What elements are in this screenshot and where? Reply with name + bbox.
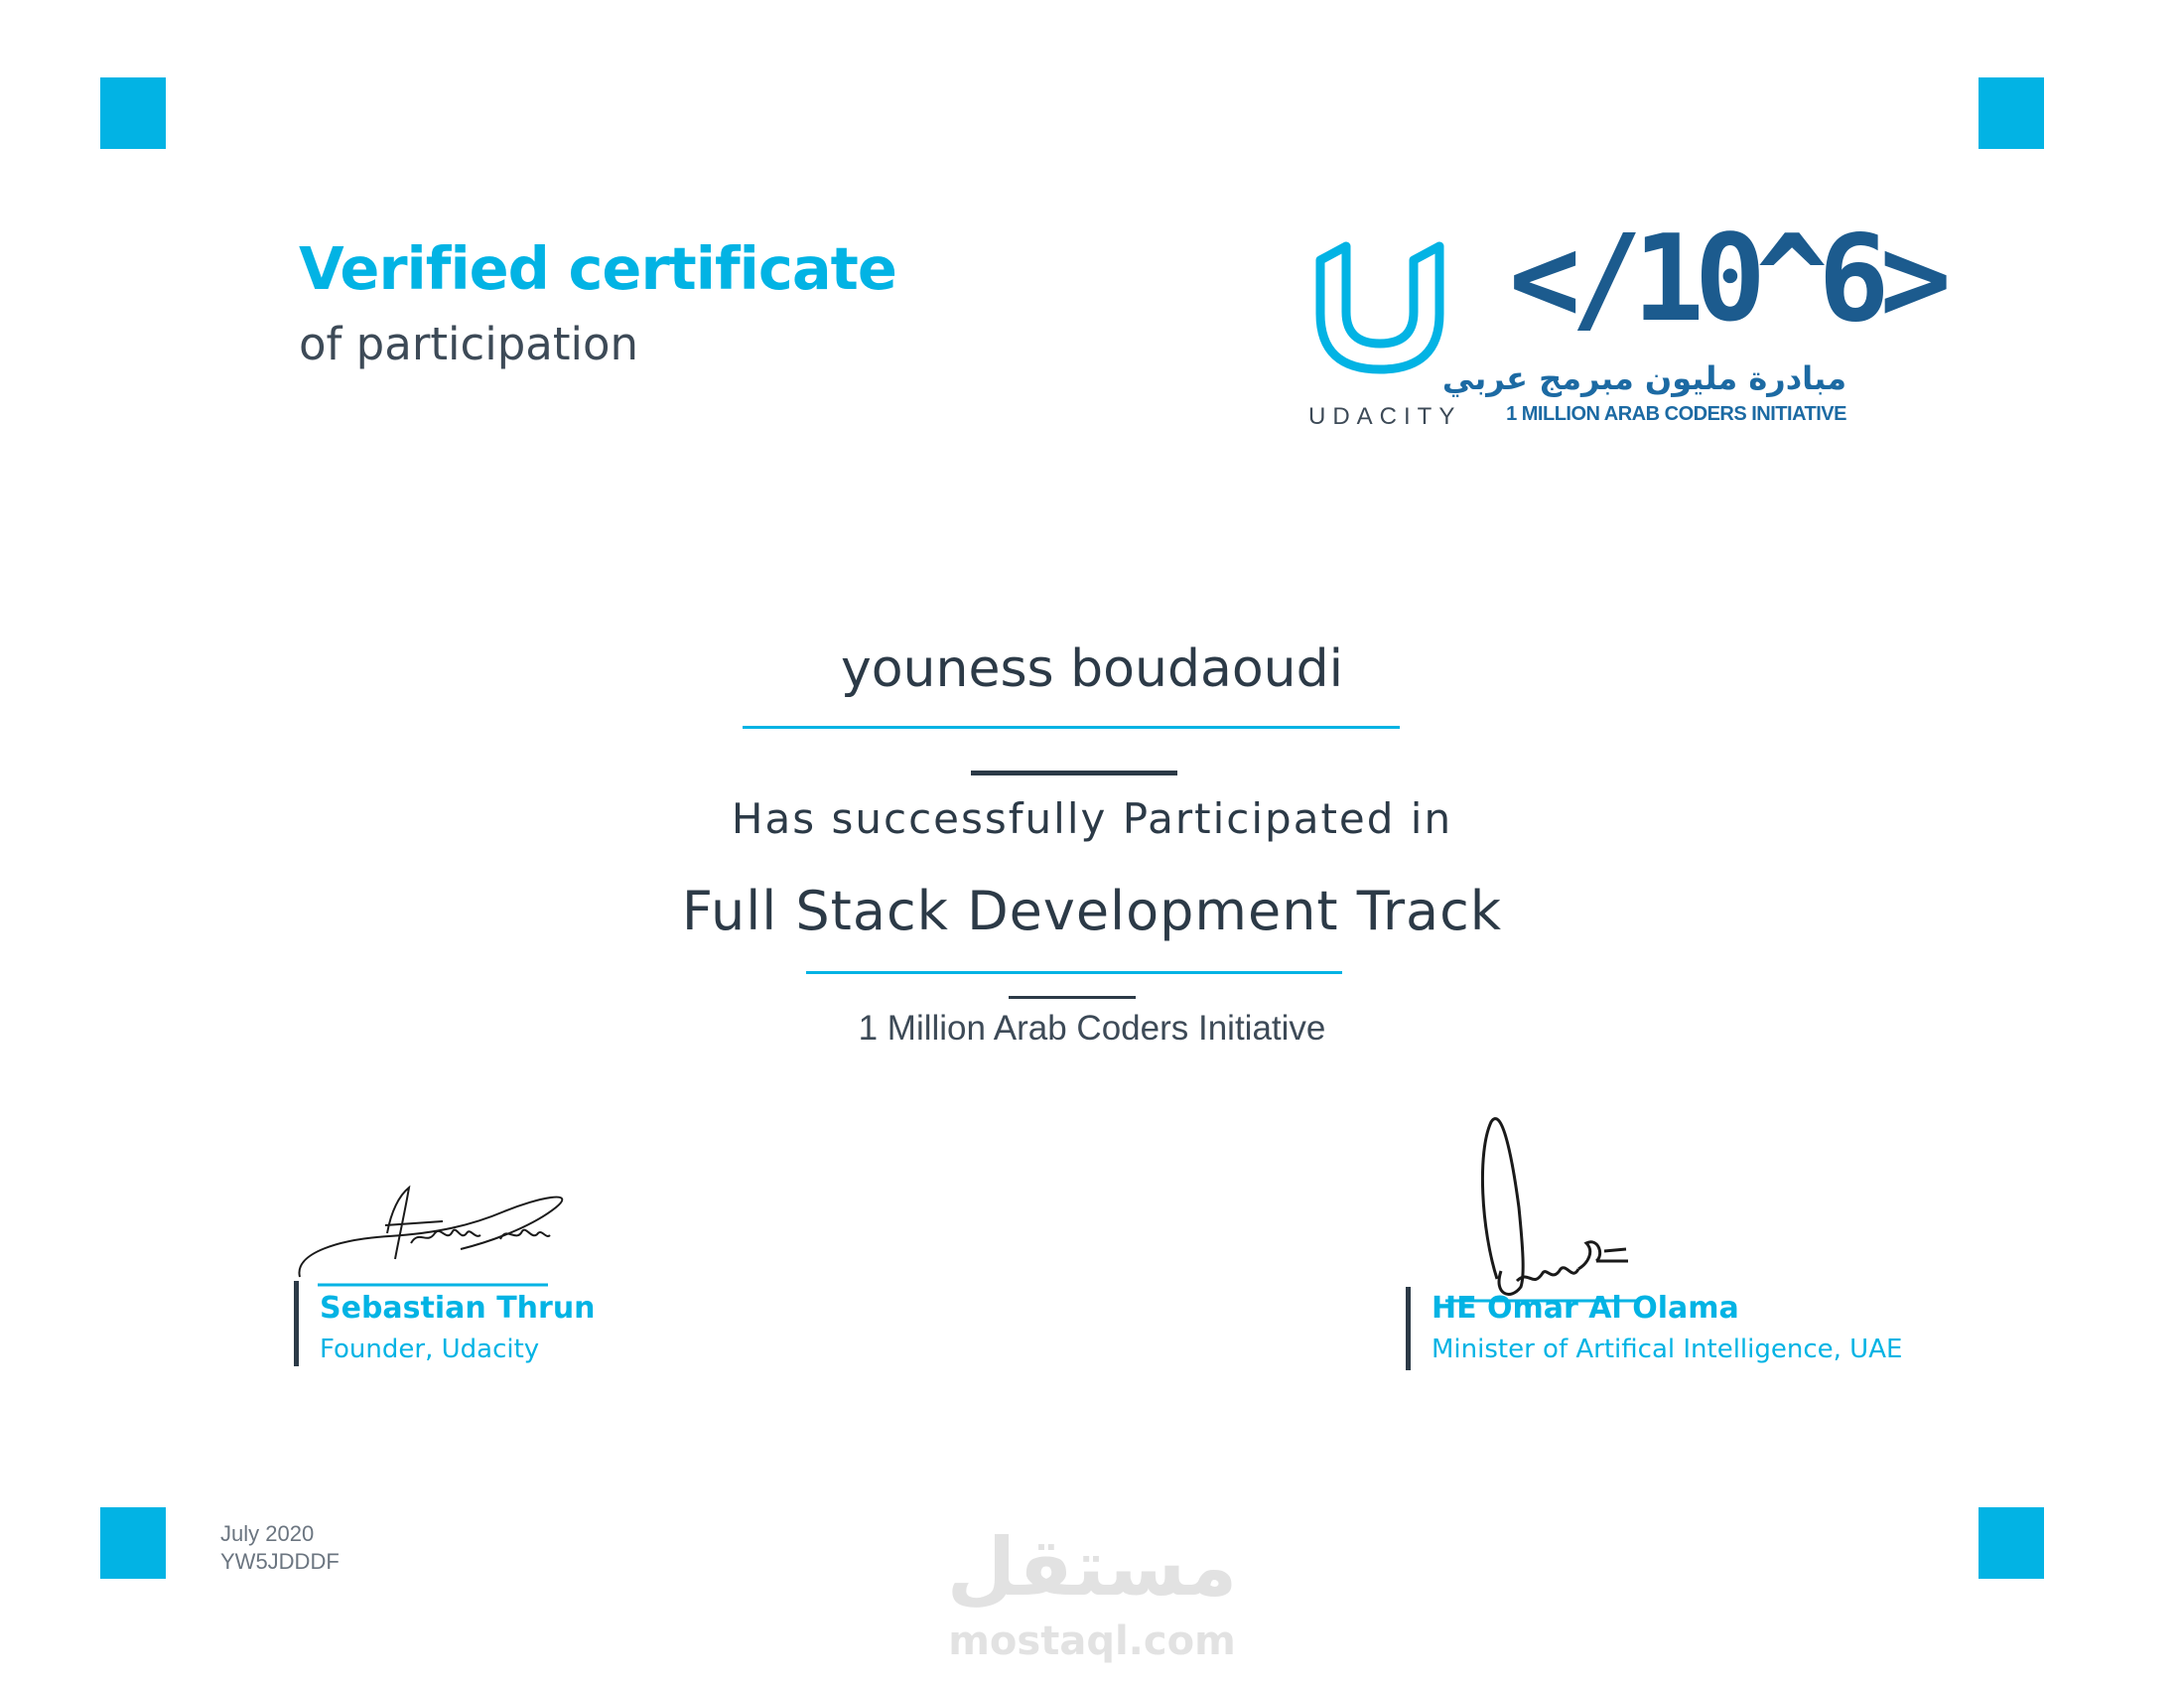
signer-2-role: Minister of Artifical Intelligence, UAE [1432, 1335, 1903, 1364]
participation-statement: Has successfully Participated in [731, 794, 1453, 843]
signer-2-name: HE Omar Al Olama [1432, 1291, 1739, 1326]
program-name: 1 Million Arab Coders Initiative [858, 1009, 1326, 1048]
signer-2-accent-bar [1406, 1287, 1411, 1370]
certificate-subtitle: of participation [299, 318, 639, 370]
certificate-code: YW5JDDDF [220, 1549, 340, 1574]
issue-date: July 2020 [220, 1521, 315, 1546]
certificate-title: Verified certificate [299, 234, 896, 303]
track-underline [806, 971, 1342, 974]
initiative-logo-mark: </10^6> [1509, 211, 1942, 349]
corner-square-top-left [100, 77, 166, 149]
watermark-arabic: مستقل [946, 1521, 1238, 1614]
initiative-english-name: 1 MILLION ARAB CODERS INITIATIVE [1506, 403, 1846, 425]
watermark-url: mostaql.com [948, 1618, 1236, 1664]
signer-1-role: Founder, Udacity [320, 1335, 540, 1364]
track-name: Full Stack Development Track [681, 880, 1503, 942]
corner-square-top-right [1979, 77, 2044, 149]
signer-1-accent-bar [294, 1281, 299, 1366]
signature-omar-al-olama [1430, 1112, 1658, 1307]
signature-sebastian-thrun [288, 1182, 578, 1291]
udacity-logo-icon [1310, 240, 1449, 375]
section-divider [971, 771, 1177, 775]
recipient-name: youness boudaoudi [840, 639, 1344, 699]
track-divider [1009, 996, 1136, 999]
udacity-wordmark: UDACITY [1308, 403, 1462, 430]
initiative-arabic-name: مبادرة مليون مبرمج عربي [1441, 359, 1846, 397]
recipient-underline [743, 726, 1400, 729]
signer-1-name: Sebastian Thrun [320, 1291, 596, 1326]
